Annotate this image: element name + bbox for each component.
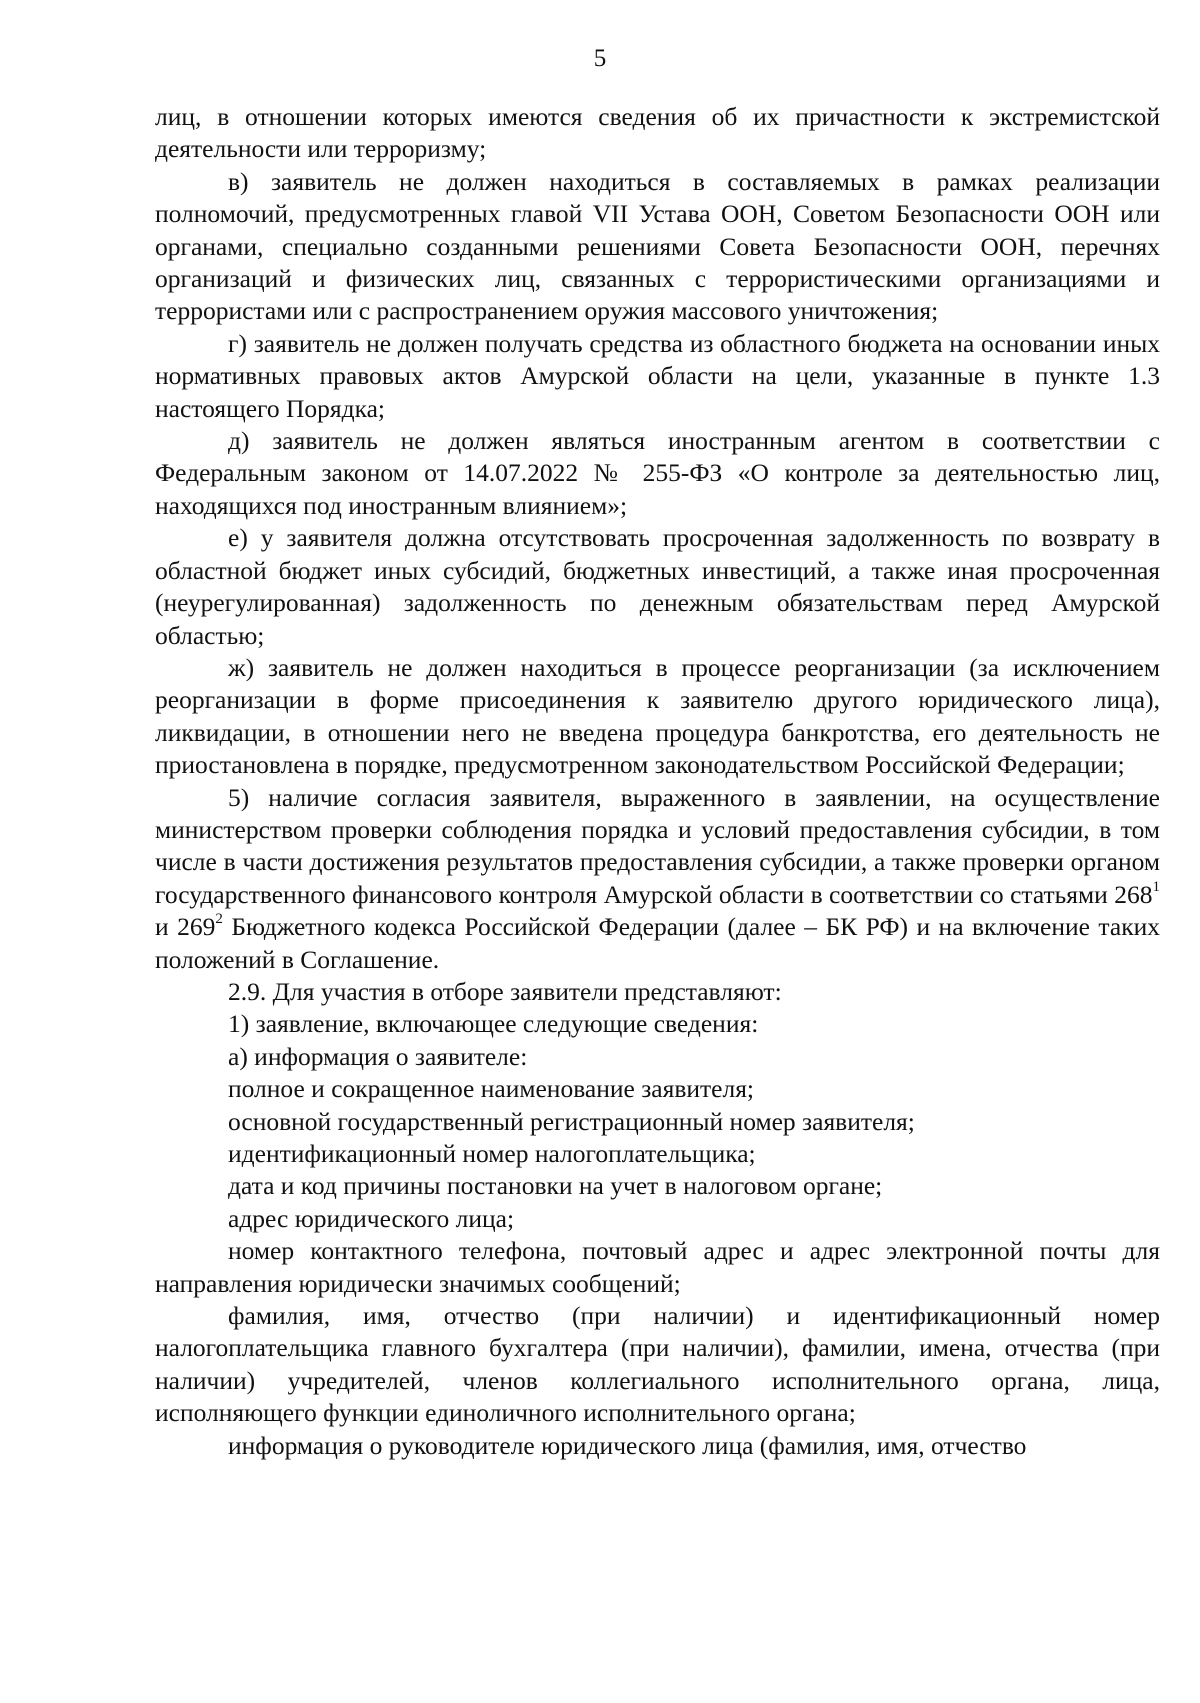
paragraph-inn: идентификационный номер налогоплательщика; <box>228 1139 756 1168</box>
paragraph-item-5 <box>155 782 1160 976</box>
paragraph-full-name: полное и сокращенное наименование заявителя; <box>228 1074 755 1104</box>
paragraph-director-info: информация о руководителе юридического лица (фамилия, имя, отчество <box>228 1430 1027 1460</box>
paragraph-item-g: г) заявитель не должен получать средства из областного бюджета на основании иных нормативных правовых актов Амурской области на цели, указанные в пункте 1.3 настоящего Порядка; <box>155 328 1160 423</box>
paragraph-item-5-text-part-1: 5) наличие согласия заявителя, выраженного в заявлении, на осуществление министерством проверки соблюдения порядка и условий предоставления субсидии, в том числе в части достижения результатов предоставления субсидии, а также проверки органом государственного финансового контроля Амурской области в соответствии со статьями 268 <box>155 782 1160 909</box>
superscript-269: 2 <box>215 911 223 928</box>
paragraph-ogrn: основной государственный регистрационный номер заявителя; <box>228 1106 915 1136</box>
paragraph-item-zh: ж) заявитель не должен находиться в процессе реорганизации (за исключением реорганизации в форме присоединения к заявителю другого юридического лица), ликвидации, в отношении него не введена процедура банкротства, его деятельность не приостановлена в порядке, предусмотренном законодательством Российской Федерации; <box>155 652 1160 780</box>
paragraph-kpp: дата и код причины постановки на учет в налоговом органе; <box>228 1171 883 1201</box>
paragraph-item-d: д) заявитель не должен являться иностранным агентом в соответствии с Федеральным законом от 14.07.2022 № 255-ФЗ «О контроле за деятельностью лиц, находящихся под иностранным влиянием»; <box>155 426 1160 520</box>
paragraph-applicant-info: а) информация о заявителе: <box>228 1041 528 1071</box>
paragraph-continuation: лиц, в отношении которых имеются сведения об их причастности к экстремистской деятельности или терроризму; <box>155 102 1160 164</box>
paragraph-item-5-text-part-2: и 269 <box>155 912 216 942</box>
paragraph-application-intro: 1) заявление, включающее следующие сведения: <box>228 1009 759 1039</box>
paragraph-accountant-founders: фамилия, имя, отчество (при наличии) и идентификационный номер налогоплательщика главного бухгалтера (при наличии), фамилии, имена, отчества (при наличии) учредителей, членов коллегиального исполнительного органа, лица, исполняющего функции единоличного исполнительного органа; <box>155 1301 1160 1428</box>
paragraph-item-v: в) заявитель не должен находиться в составляемых в рамках реализации полномочий, предусмотренных главой VII Устава ООН, Советом Безопасности ООН или органами, специально созданными решениями Совета Безопасности ООН, перечнях организаций и физических лиц, связанных с террористическими организациями и террористами или с распространением оружия массового уничтожения; <box>155 166 1160 326</box>
page-number: 5 <box>593 45 607 72</box>
paragraph-address: адрес юридического лица; <box>228 1203 515 1233</box>
paragraph-item-5-text-part-3: Бюджетного кодекса Российской Федерации (далее – БК РФ) и на включение таких положений в Соглашение. <box>155 912 1160 974</box>
superscript-268: 1 <box>1152 878 1160 895</box>
paragraph-contacts: номер контактного телефона, почтовый адрес и адрес электронной почты для направления юридически значимых сообщений; <box>155 1236 1160 1298</box>
paragraph-item-e: е) у заявителя должна отсутствовать просроченная задолженность по возврату в областной бюджет иных субсидий, бюджетных инвестиций, а также иная просроченная (неурегулированная) задолженность по денежным обязательствам перед Амурской областью; <box>155 523 1160 650</box>
document-body <box>155 101 1160 1462</box>
paragraph-section-2-9: 2.9. Для участия в отборе заявители представляют: <box>228 976 782 1006</box>
